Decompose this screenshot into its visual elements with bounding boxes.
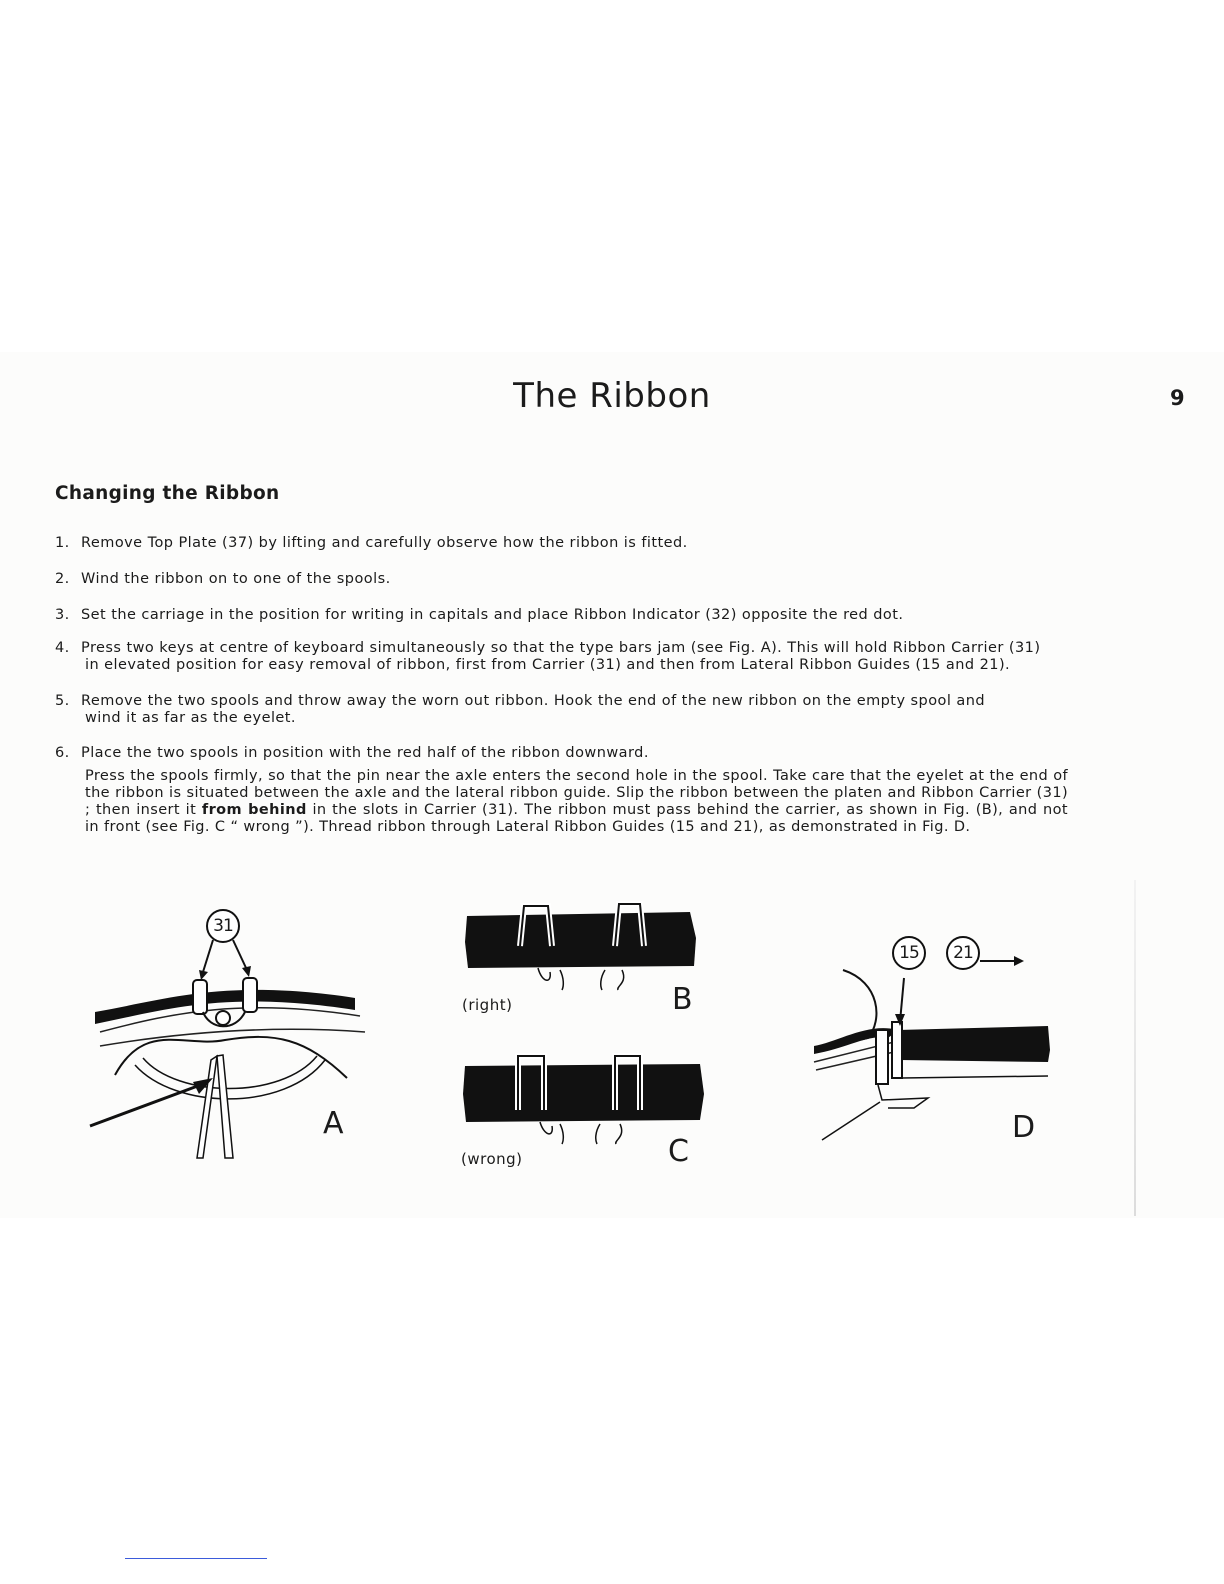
- step-number: 2.: [55, 571, 70, 587]
- paragraph-emphasis: from behind: [201, 802, 307, 818]
- step-continuation: in elevated position for easy removal of ribbon, first from Carrier (31) and then from Lateral Ribbon Guides (15 and 21).: [85, 657, 1011, 673]
- page-title: The Ribbon: [513, 376, 711, 416]
- step-5: [55, 693, 1070, 727]
- step-number: 4.: [55, 640, 70, 656]
- step-1: [55, 535, 1070, 552]
- page-number: 9: [1170, 386, 1185, 410]
- step-text: Set the carriage in the position for writing in capitals and place Ribbon Indicator (32) opposite the red dot.: [81, 607, 904, 623]
- figure-d: [808, 930, 1058, 1150]
- step-text: Remove Top Plate (37) by lifting and carefully observe how the ribbon is fitted.: [81, 535, 688, 551]
- step-text: Place the two spools in position with the red half of the ribbon downward.: [81, 745, 649, 761]
- step-3: [55, 607, 1070, 624]
- callout-15: 15: [892, 936, 926, 970]
- figure-a: [85, 900, 385, 1160]
- step-4: [55, 640, 1070, 674]
- figure-c: [460, 1050, 710, 1169]
- figure-c-caption: (wrong): [461, 1150, 523, 1168]
- paragraph-text: in the slots in Carrier (31). The ribbon must pass behind the carrier, as shown in Fig. (B), and not in front (see Fig. C “ wrong ”). Thread ribbon through Lateral Ribbon Guides (15 and 21), as demonstrated in Fig. D.: [85, 802, 1068, 835]
- bottom-rule: [125, 1558, 267, 1559]
- figure-b-label: B: [672, 982, 693, 1017]
- step-text: Press two keys at centre of keyboard simultaneously so that the type bars jam (see Fig. A). This will hold Ribbon Carrier (31): [81, 640, 1041, 656]
- figure-c-label: C: [668, 1134, 689, 1169]
- paragraph-text: Press the spools firmly, so that the pin near the axle enters the second hole in the spool. Take care that the eyelet at the end of the ribbon is situated between the axle and the lateral ribbon guide. Slip the ribbon between the platen and Ribbon Carrier (31) ; then insert it: [85, 768, 1068, 818]
- figure-a-label: A: [323, 1106, 344, 1141]
- figure-d-label: D: [1012, 1110, 1036, 1145]
- page-edge-shadow: [1134, 880, 1136, 1216]
- step-number: 6.: [55, 745, 70, 761]
- instruction-paragraph: [85, 768, 1068, 836]
- step-text: Wind the ribbon on to one of the spools.: [81, 571, 391, 587]
- step-text: Remove the two spools and throw away the worn out ribbon. Hook the end of the new ribbon on the empty spool and: [81, 693, 986, 709]
- step-number: 3.: [55, 607, 70, 623]
- step-2: [55, 571, 1070, 588]
- figure-b-caption: (right): [462, 996, 513, 1014]
- callout-31: 31: [206, 909, 240, 943]
- section-heading: Changing the Ribbon: [55, 483, 280, 504]
- step-6: [55, 745, 1070, 762]
- step-number: 1.: [55, 535, 70, 551]
- step-continuation: wind it as far as the eyelet.: [85, 710, 296, 726]
- figure-b: [460, 898, 710, 1017]
- callout-21: 21: [946, 936, 980, 970]
- step-number: 5.: [55, 693, 70, 709]
